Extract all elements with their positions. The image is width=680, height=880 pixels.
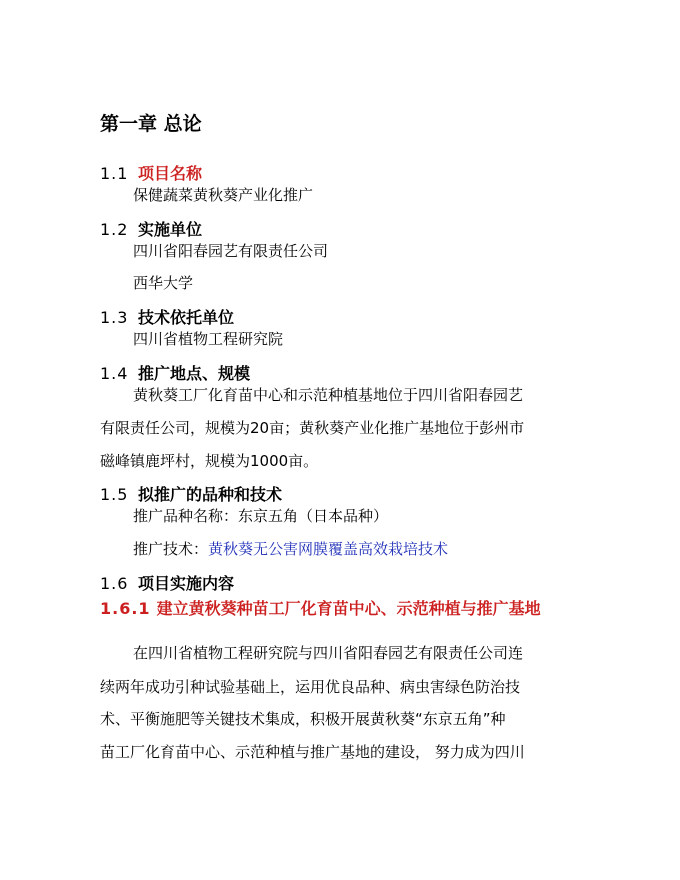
- section-number: 1.1: [100, 164, 129, 183]
- tech-value: 黄秋葵无公害网膜覆盖高效栽培技术: [208, 540, 449, 558]
- section-title: 推广地点、规模: [138, 364, 251, 383]
- section-number: 1.6: [100, 574, 129, 593]
- paragraph-line: 术、平衡施肥等关键技术集成，积极开展黄秋葵“东京五角”种: [100, 710, 506, 728]
- tech-support-unit: 四川省植物工程研究院: [133, 330, 284, 348]
- section-title: 实施单位: [138, 220, 203, 239]
- implementing-unit-1: 四川省阳春园艺有限责任公司: [133, 242, 329, 260]
- subsection-title: 建立黄秋葵种苗工厂化育苗中心、示范种植与推广基地: [156, 599, 541, 618]
- chapter-title: 第一章 总论: [100, 113, 202, 135]
- paragraph-line: 在四川省植物工程研究院与四川省阳春园艺有限责任公司连: [133, 644, 524, 662]
- section-heading-1-2: [100, 219, 202, 241]
- section-number: 1.4: [100, 364, 129, 383]
- variety-name-text: 推广品种名称：东京五角（日本品种）: [133, 507, 389, 525]
- section-title: 项目实施内容: [138, 574, 235, 593]
- paragraph-line: 有限责任公司，规模为20亩；黄秋葵产业化推广基地位于彭州市: [100, 419, 525, 437]
- project-name-text: 保健蔬菜黄秋葵产业化推广: [133, 186, 314, 204]
- section-number: 1.5: [100, 485, 129, 504]
- subsection-number: 1.6.1: [100, 599, 151, 618]
- tech-line: [133, 538, 448, 560]
- paragraph-line: 续两年成功引种试验基础上，运用优良品种、病虫害绿色防治技: [100, 678, 521, 696]
- paragraph-line: 黄秋葵工厂化育苗中心和示范种植基地位于四川省阳春园艺: [133, 386, 524, 404]
- section-heading-1-4: [100, 363, 250, 385]
- subsection-heading-1-6-1: [100, 597, 580, 620]
- section-title: 拟推广的品种和技术: [138, 485, 283, 504]
- paragraph-line: 磁峰镇鹿坪村，规模为1000亩。: [100, 452, 319, 470]
- section-heading-1-3: [100, 307, 234, 329]
- section-heading-1-5: [100, 484, 282, 506]
- section-title: 项目名称: [138, 164, 203, 183]
- paragraph-line: 苗工厂化育苗中心、示范种植与推广基地的建设， 努力成为四川: [100, 743, 525, 761]
- section-heading-1-1: [100, 163, 202, 185]
- tech-label: 推广技术：: [133, 540, 209, 558]
- section-number: 1.3: [100, 308, 129, 327]
- section-number: 1.2: [100, 220, 129, 239]
- section-heading-1-6: [100, 573, 234, 595]
- section-title: 技术依托单位: [138, 308, 235, 327]
- implementing-unit-2: 西华大学: [133, 274, 194, 292]
